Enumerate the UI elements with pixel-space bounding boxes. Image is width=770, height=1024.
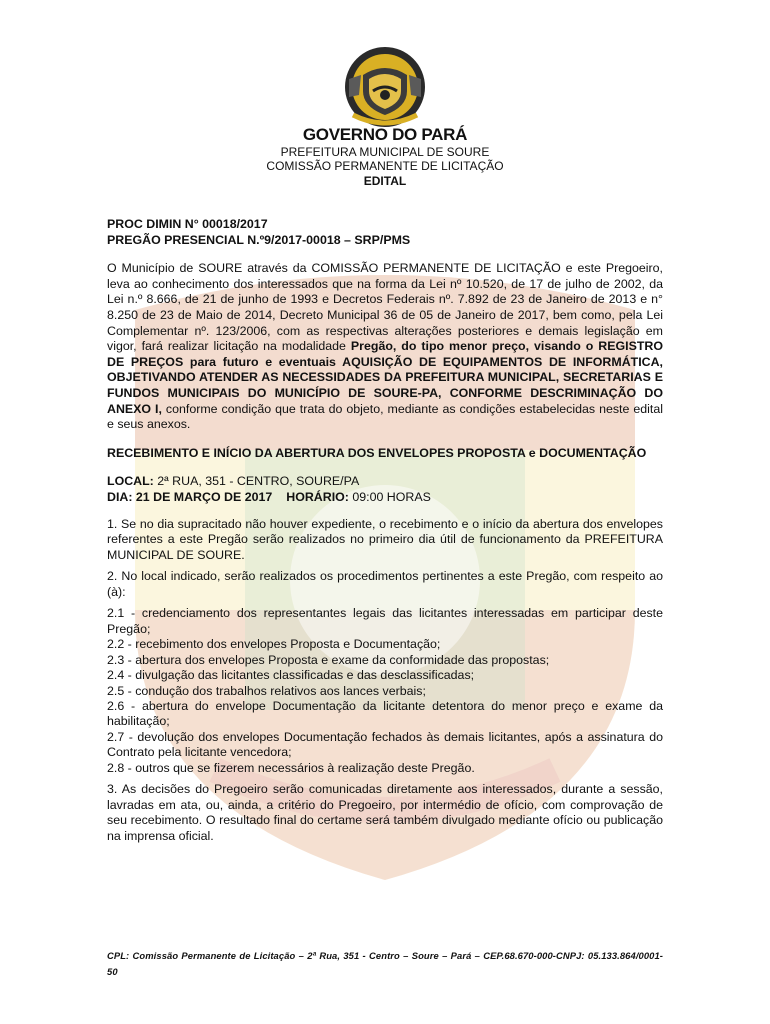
local-value: 2ª RUA, 351 - CENTRO, SOURE/PA — [153, 474, 360, 489]
intro-object-bold: Pregão, do tipo menor preço, visando o REGISTRO DE PREÇOS para futuro e eventuais AQUISIÇÃO DE EQUIPAMENTOS DE INFORMÁTICA, OBJETIVANDO ATENDER AS NECESSIDADES DA PREFEITURA MUNICIPAL, SECRETARIAS E FUNDOS MUNICIPAIS DO MUNICÍPIO DE SOURE-PA, CONFORME DESCRIMINAÇÃO DO ANEXO I, — [107, 339, 664, 416]
section-title: RECEBIMENTO E INÍCIO DA ABERTURA DOS ENVELOPES PROPOSTA e DOCUMENTAÇÃO — [107, 445, 647, 460]
list-item: 2.2 - recebimento dos envelopes Proposta e Documentação; — [107, 637, 441, 652]
intro-text-start: O Município de SOURE através da COMISSÃO PERMANENTE DE LICITAÇÃO e este Pregoeiro, leva ao conhecimento dos interessados que na forma da Lei nº 10.520, de 17 de julho de 2002, da Lei n.º 8.666, de 21 de junho de 1993 e Decretos Federais nº. 7.892 de 23 de Janeiro de 2013 e n° 8.250 de 23 de Maio de 2014, Decreto Municipal 36 de 05 de Janeiro de 2017, bem como, pela Lei Complementar nº. 123/2006, com as respectivas alterações posteriores e demais legislação em vigor, fará realizar licitação na modalidade — [107, 261, 663, 354]
local-line — [107, 474, 663, 490]
day-label: DIA: 21 DE MARÇO DE 2017 — [107, 489, 273, 504]
intro-text-end: conforme condição que trata do objeto, mediante as condições estabelecidas neste edital e seus anexos. — [107, 401, 663, 432]
list-item: 2.8 - outros que se fizerem necessários à realização deste Pregão. — [107, 760, 475, 775]
list-item: 2.6 - abertura do envelope Documentação da licitante detentora do menor preço e exame da habilitação; — [107, 698, 663, 729]
list-item: 2.1 - credenciamento dos representantes legais das licitantes interessadas em participar deste Pregão; — [107, 606, 663, 636]
commission-line: COMISSÃO PERMANENTE DE LICITAÇÃO — [266, 159, 504, 173]
list-item: 2.5 - condução dos trabalhos relativos aos lances verbais; — [107, 683, 426, 698]
date-time-line — [107, 490, 663, 506]
municipal-seal-logo — [343, 45, 427, 129]
prefeitura-line: PREFEITURA MUNICIPAL DE SOURE — [280, 145, 490, 159]
document-title: GOVERNO DO PARÁ — [302, 125, 468, 144]
proc-number: PROC DIMIN N° 00018/2017 — [107, 217, 268, 231]
intro-paragraph — [107, 261, 663, 433]
footer-address: CPL: Comissão Permanente de Licitação – 2ª Rua, 351 - Centro – Soure – Pará – CEP.68.670-000-CNPJ: 05.133.864/0001-50 — [107, 950, 663, 977]
document-body — [107, 125, 663, 844]
item-2-paragraph: 2. No local indicado, serão realizados os procedimentos pertinentes a este Pregão, com respeito ao (à): — [107, 569, 663, 599]
time-label: HORÁRIO: — [286, 489, 349, 504]
pregao-number: PREGÃO PRESENCIAL N.º9/2017-00018 – SRP/PMS — [107, 232, 411, 247]
local-label: LOCAL: — [107, 474, 154, 489]
list-item: 2.3 - abertura dos envelopes Proposta e exame da conformidade das propostas; — [107, 652, 550, 667]
time-value: 09:00 HORAS — [348, 489, 431, 504]
item-1-paragraph: 1. Se no dia supracitado não houver expediente, o recebimento e o início da abertura dos envelopes referentes a este Pregão serão realizados no primeiro dia útil de funcionamento da PREFEITURA MUNICIPAL DE SOURE. — [107, 516, 663, 562]
edital-label: EDITAL — [363, 174, 407, 188]
item-3-paragraph: 3. As decisões do Pregoeiro serão comunicadas diretamente aos interessados, durante a sessão, lavradas em ata, ou, ainda, a critério do Pregoeiro, por intermédio de ofício, com comprovação de seu recebimento. O resultado final do certame será também divulgado mediante ofício ou publicação na imprensa oficial. — [107, 781, 663, 843]
list-item: 2.4 - divulgação das licitantes classificadas e das desclassificadas; — [107, 668, 475, 683]
list-item: 2.7 - devolução dos envelopes Documentação fechados às demais licitantes, após a assinatura do Contrato pela licitante vencedora; — [107, 729, 663, 760]
